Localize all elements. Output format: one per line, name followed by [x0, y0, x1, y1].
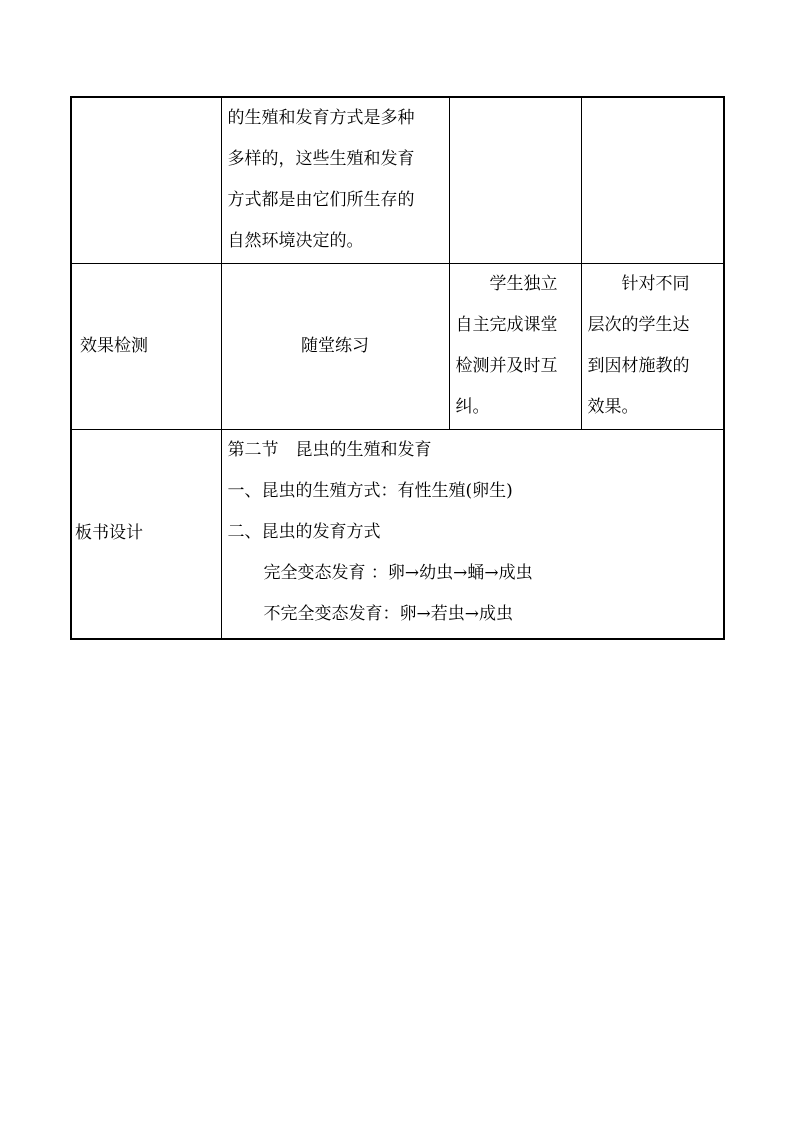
table-row [71, 97, 724, 263]
table-row [71, 263, 724, 429]
student-activity-line: 纠。 [455, 396, 490, 417]
design-intent-cell [581, 263, 724, 429]
content-line: 自然环境决定的。 [227, 231, 364, 251]
content-line: 方式都是由它们所生存的 [227, 190, 415, 210]
board-line: 不完全变态发育：卵→若虫→成虫 [263, 603, 513, 624]
row-label: 效果检测 [71, 263, 221, 429]
content-cell [221, 97, 449, 263]
board-line: 完全变态发育 ：卵→幼虫→蛹→成虫 [263, 562, 533, 583]
student-activity-line: 自主完成课堂 [455, 314, 558, 335]
board-title: 第二节 昆虫的生殖和发育 [227, 439, 432, 460]
design-intent-cell-empty [581, 97, 724, 263]
board-line: 一、昆虫的生殖方式：有性生殖(卵生) [227, 480, 513, 501]
row-label: 板书设计 [71, 429, 221, 639]
label-cell-empty [71, 97, 221, 263]
design-intent-line: 层次的学生达 [587, 314, 690, 335]
content-line: 多样的，这些生殖和发育 [227, 149, 415, 169]
content-cell: 随堂练习 [221, 263, 449, 429]
lesson-plan-table [70, 96, 725, 640]
student-activity-cell-empty [449, 97, 581, 263]
student-activity-line: 学生独立 [489, 273, 558, 294]
design-intent-line: 针对不同 [621, 273, 690, 294]
design-intent-line: 到因材施教的 [587, 355, 690, 376]
board-line: 二、昆虫的发育方式 [227, 521, 381, 542]
student-activity-cell [449, 263, 581, 429]
board-design-cell [221, 429, 724, 639]
design-intent-line: 效果。 [587, 396, 639, 417]
student-activity-line: 检测并及时互 [455, 355, 558, 376]
table-row [71, 429, 724, 639]
content-line: 的生殖和发育方式是多种 [227, 108, 415, 128]
